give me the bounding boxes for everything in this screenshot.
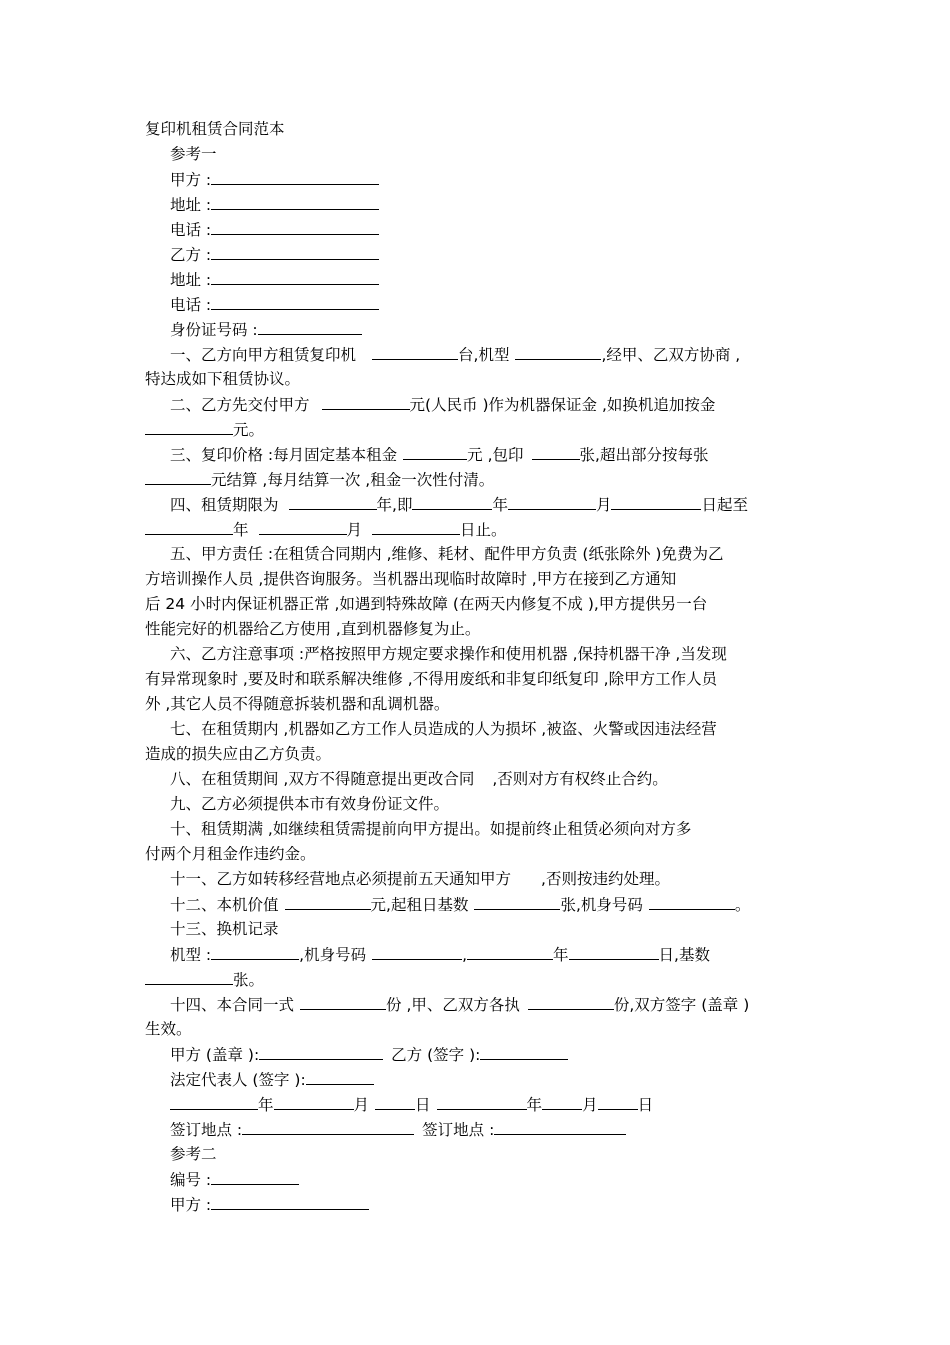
legal-rep-blank <box>306 1069 374 1085</box>
clause-3-blank-sheets <box>532 444 580 460</box>
party-a-blank <box>211 169 379 185</box>
clause-1-text-a: 一、乙方向甲方租赁复印机 <box>170 346 357 364</box>
party-a2-label: 甲方 : <box>170 1196 212 1214</box>
clause-4-text-c: 年 <box>492 496 508 514</box>
clause-12-blank-serial <box>649 894 735 910</box>
number-label: 编号 : <box>170 1171 212 1189</box>
date-b-blank-year <box>437 1094 527 1110</box>
signature-parties-line <box>170 1044 568 1064</box>
clause-10-line-1: 十、租赁期满 ,如继续租赁需提前向甲方提出。如提前终止租赁必须向对方多 <box>170 820 692 838</box>
signing-place-a-label: 签订地点 : <box>170 1121 243 1139</box>
clause-4-text-h: 日止。 <box>460 521 507 539</box>
clause-2-blank-deposit <box>322 394 410 410</box>
clause-5-line-4: 性能完好的机器给乙方使用 ,直到机器修复为止。 <box>145 620 481 638</box>
swap-blank-year <box>467 944 553 960</box>
number-field <box>170 1169 299 1189</box>
clause-12-blank-value <box>285 894 371 910</box>
clause-4-text-a: 四、租赁期限为 <box>170 496 279 514</box>
date-b-year-label: 年 <box>526 1096 543 1114</box>
id-number-label: 身份证号码 : <box>170 321 258 339</box>
date-b-day-label: 日 <box>637 1096 654 1114</box>
clause-2-blank-extra <box>145 419 233 435</box>
swap-record-line-2 <box>145 969 264 989</box>
party-b-sign-blank <box>480 1044 568 1060</box>
clause-10-line-2: 付两个月租金作违约金。 <box>145 845 316 863</box>
clause-5-line-3: 后 24 小时内保证机器正常 ,如遇到特殊故障 (在两天内修复不成 ),甲方提供另一台 <box>145 595 708 613</box>
party-b-label: 乙方 : <box>170 246 212 264</box>
party-b-address-blank <box>211 269 379 285</box>
clause-14-blank-copies <box>300 994 386 1010</box>
clause-4-text-e: 日起至 <box>701 496 748 514</box>
party-a-address-blank <box>211 194 379 210</box>
clause-14-text-c: 份,双方签字 (盖章 ) <box>613 996 750 1014</box>
clause-1-text-b: 台,机型 <box>458 346 510 364</box>
party-b-phone-blank <box>211 294 379 310</box>
clause-12-text-b: 元,起租日基数 <box>370 896 469 914</box>
clause-2-text-c: 元。 <box>233 421 265 439</box>
clause-4-text-f: 年 <box>233 521 249 539</box>
party-b-field <box>170 244 379 264</box>
clause-4-line-2 <box>145 519 507 539</box>
clause-6-line-2: 有异常现象时 ,要及时和联系解决维修 ,不得用废纸和非复印纸复印 ,除甲方工作人员 <box>145 670 718 688</box>
date-a-blank-year <box>170 1094 258 1110</box>
swap-serial-label: ,机身号码 <box>299 946 367 964</box>
clause-14-blank-each <box>528 994 614 1010</box>
swap-blank-serial <box>372 944 462 960</box>
clause-14-line-2: 生效。 <box>145 1020 192 1038</box>
clause-11-text-b: ,否则按违约处理。 <box>541 870 670 888</box>
party-a-seal-blank <box>259 1044 383 1060</box>
date-a-blank-month <box>274 1094 354 1110</box>
party-a-phone-blank <box>211 219 379 235</box>
clause-7-line-2: 造成的损失应由乙方负责。 <box>145 745 332 763</box>
clause-9-line: 九、乙方必须提供本市有效身份证文件。 <box>170 795 450 813</box>
clause-14-text-a: 十四、本合同一式 <box>170 996 295 1014</box>
id-number-blank <box>258 319 362 335</box>
party-b-address-field <box>170 269 379 289</box>
legal-rep-label: 法定代表人 (签字 ): <box>170 1071 306 1089</box>
signing-place-line <box>170 1119 626 1139</box>
clause-11-text-a: 十一、乙方如转移经营地点必须提前五天通知甲方 <box>170 870 512 888</box>
date-a-year-label: 年 <box>258 1096 274 1114</box>
clause-8-text-b: ,否则对方有权终止合约。 <box>492 770 668 788</box>
clause-2-text-b: 元(人民币 )作为机器保证金 ,如换机追加按金 <box>409 396 716 414</box>
clause-14-text-b: 份 ,甲、乙双方各执 <box>386 996 520 1014</box>
swap-blank-base <box>145 969 233 985</box>
party-b-phone-field <box>170 294 379 314</box>
party-a-address-field <box>170 194 379 214</box>
clause-12-line <box>170 894 750 914</box>
clause-3-blank-rate <box>145 469 211 485</box>
party-a-seal-label: 甲方 (盖章 ): <box>170 1046 260 1064</box>
party-a-address-label: 地址 : <box>170 196 212 214</box>
clause-3-text-a: 三、复印价格 :每月固定基本租金 <box>170 446 398 464</box>
party-a2-blank <box>211 1194 369 1210</box>
clause-3-line-1 <box>170 444 708 464</box>
clause-2-line-1 <box>170 394 715 414</box>
party-b-phone-label: 电话 : <box>170 296 212 314</box>
clause-1-line-2: 特达成如下租赁协议。 <box>145 370 301 388</box>
clause-3-text-d: 元结算 ,每月结算一次 ,租金一次性付清。 <box>211 471 495 489</box>
clause-5-line-1: 五、甲方责任 :在租赁合同期内 ,维修、耗材、配件甲方负责 (纸张除外 )免费为乙 <box>170 545 724 563</box>
swap-year-label: 年 <box>553 946 569 964</box>
clause-1-text-c: ,经甲、乙双方协商 , <box>601 346 741 364</box>
clause-3-text-b: 元 ,包印 <box>467 446 524 464</box>
clause-4-blank-end-year <box>145 519 233 535</box>
swap-base-label: 日,基数 <box>658 946 710 964</box>
clause-12-text-c: 张,机身号码 <box>560 896 643 914</box>
clause-12-text-d: 。 <box>734 896 751 914</box>
clause-4-blank-end-day <box>372 519 460 535</box>
clause-2-text-a: 二、乙方先交付甲方 <box>170 396 310 414</box>
clause-3-blank-rent <box>403 444 467 460</box>
clause-8-line <box>170 769 668 789</box>
party-a-phone-field <box>170 219 379 239</box>
clause-13-line: 十三、换机记录 <box>170 920 279 938</box>
date-b-blank-day <box>598 1094 638 1110</box>
clause-11-line <box>170 869 670 889</box>
clause-4-text-d: 月 <box>595 496 612 514</box>
clause-4-blank-start-day <box>611 494 701 510</box>
clause-4-blank-years <box>289 494 377 510</box>
date-b-blank-month <box>542 1094 582 1110</box>
legal-rep-line <box>170 1069 374 1089</box>
clause-14-line-1 <box>170 994 749 1014</box>
number-blank <box>211 1169 299 1185</box>
clause-3-line-2 <box>145 469 494 489</box>
party-b-blank <box>211 244 379 260</box>
party-a-field <box>170 169 379 189</box>
clause-12-blank-base <box>474 894 560 910</box>
clause-4-text-b: 年,即 <box>376 496 413 514</box>
clause-3-text-c: 张,超出部分按每张 <box>579 446 709 464</box>
swap-record-line-1 <box>170 944 710 964</box>
clause-4-text-g: 月 <box>346 521 363 539</box>
clause-1-line-1 <box>170 344 740 364</box>
clause-2-line-2 <box>145 419 264 439</box>
clause-4-blank-end-month <box>259 519 347 535</box>
swap-blank-day <box>569 944 659 960</box>
clause-7-line-1: 七、在租赁期内 ,机器如乙方工作人员造成的人为损坏 ,被盗、火警或因违法经营 <box>170 720 717 738</box>
reference-two-heading: 参考二 <box>170 1145 217 1163</box>
party-b-sign-label: 乙方 (签字 ): <box>391 1046 481 1064</box>
date-a-day-label: 日 <box>415 1096 431 1114</box>
signing-place-b-label: 签订地点 : <box>422 1121 495 1139</box>
clause-4-blank-start-month <box>508 494 596 510</box>
clause-4-blank-start-year <box>412 494 492 510</box>
clause-6-line-1: 六、乙方注意事项 :严格按照甲方规定要求操作和使用机器 ,保持机器干净 ,当发现 <box>170 645 727 663</box>
party-a2-field <box>170 1194 369 1214</box>
date-b-month-label: 月 <box>582 1096 598 1114</box>
swap-blank-model <box>211 944 299 960</box>
signing-place-a-blank <box>242 1119 414 1135</box>
party-b-address-label: 地址 : <box>170 271 212 289</box>
signature-date-line <box>170 1094 653 1114</box>
clause-8-text-a: 八、在租赁期间 ,双方不得随意提出更改合同 <box>170 770 475 788</box>
document-title: 复印机租赁合同范本 <box>145 120 285 138</box>
id-number-field <box>170 319 362 339</box>
swap-comma: , <box>462 946 468 964</box>
party-a-label: 甲方 : <box>170 171 212 189</box>
party-a-phone-label: 电话 : <box>170 221 212 239</box>
clause-1-blank-qty <box>372 344 458 360</box>
clause-6-line-3: 外 ,其它人员不得随意拆装机器和乱调机器。 <box>145 695 450 713</box>
signing-place-b-blank <box>494 1119 626 1135</box>
reference-one-heading: 参考一 <box>170 145 217 163</box>
swap-sheets-label: 张。 <box>233 971 265 989</box>
swap-model-label: 机型 : <box>170 946 212 964</box>
date-a-month-label: 月 <box>353 1096 370 1114</box>
date-a-blank-day <box>375 1094 415 1110</box>
clause-4-line-1 <box>170 494 748 514</box>
clause-5-line-2: 方培训操作人员 ,提供咨询服务。当机器出现临时故障时 ,甲方在接到乙方通知 <box>145 570 677 588</box>
clause-1-blank-model <box>515 344 601 360</box>
clause-12-text-a: 十二、本机价值 <box>170 896 279 914</box>
